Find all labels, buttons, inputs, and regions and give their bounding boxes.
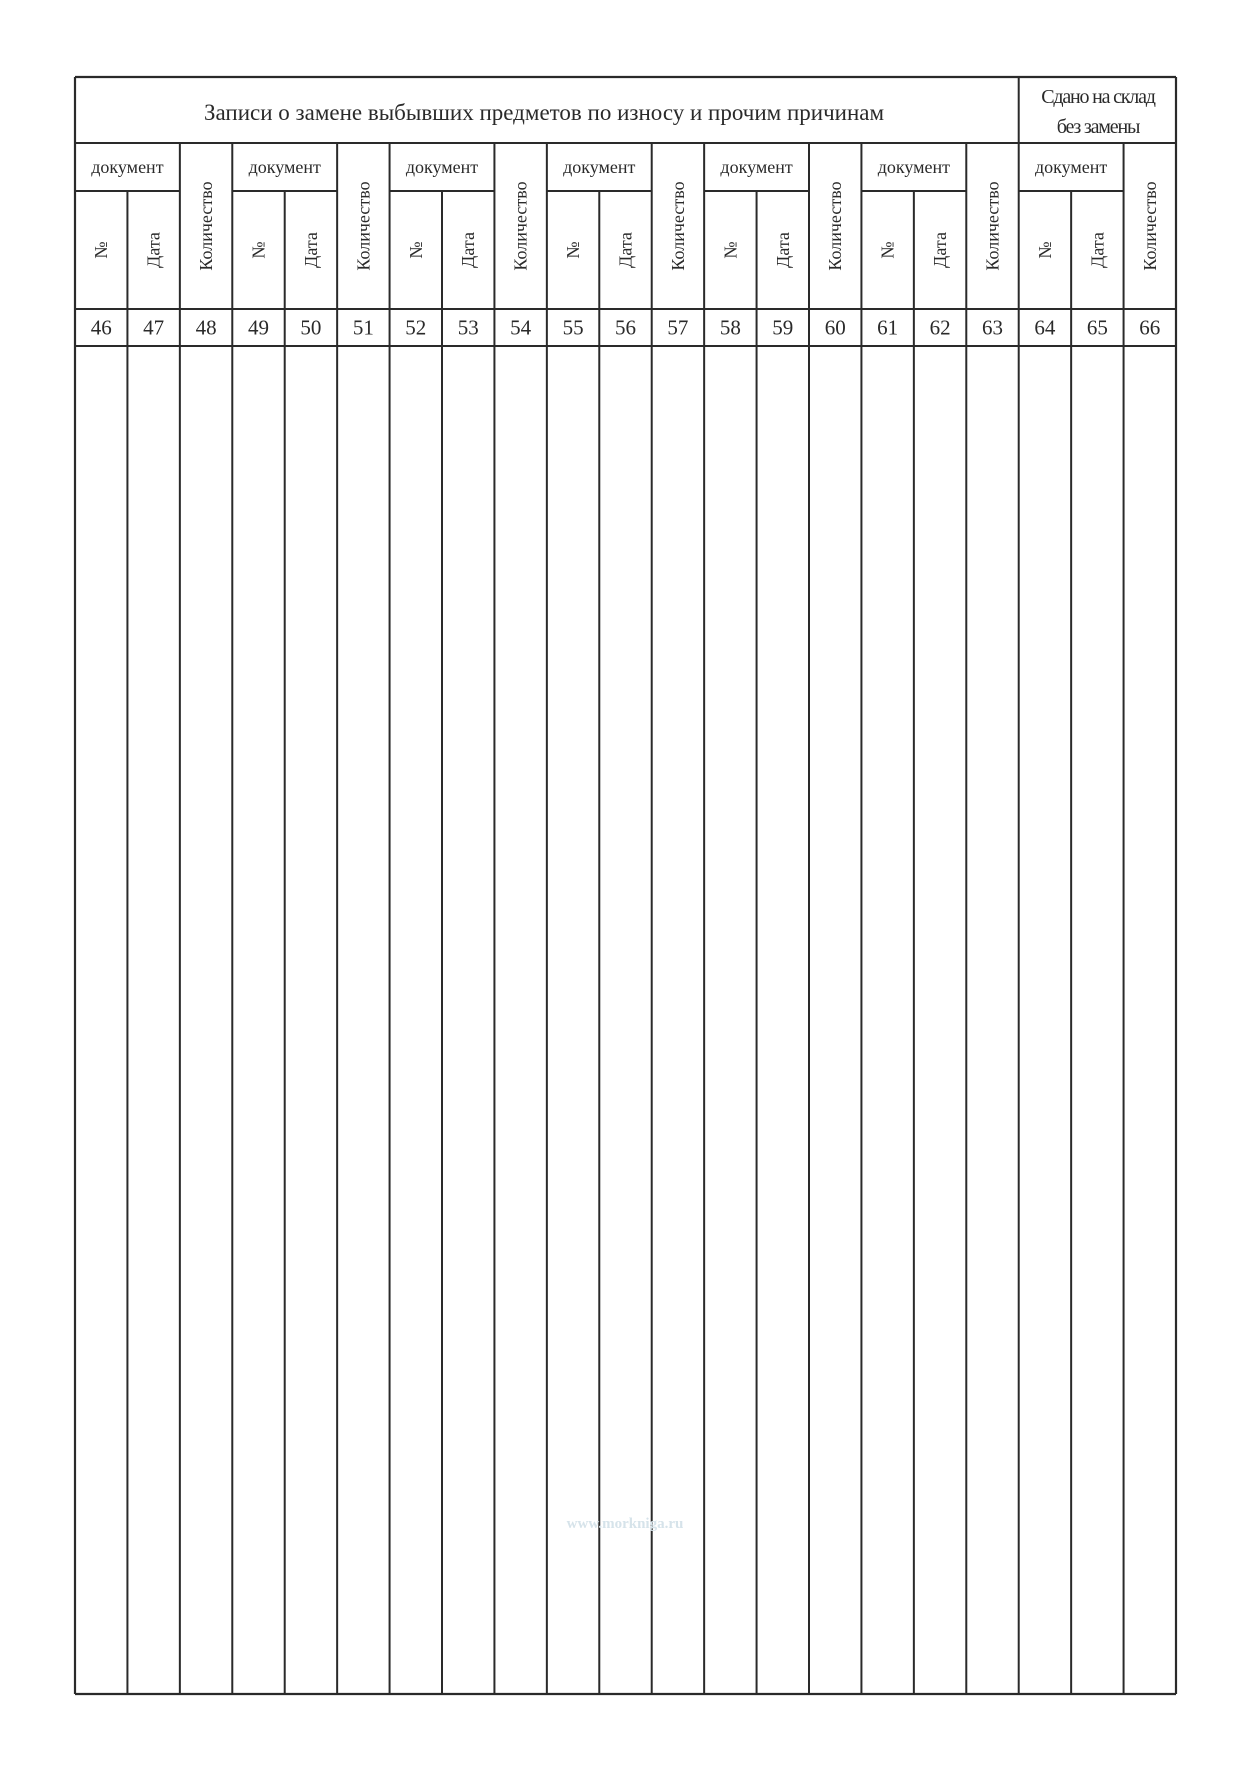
column-number: 59 bbox=[772, 315, 794, 340]
group-label-document: документ bbox=[405, 157, 479, 177]
side-title-line2: без замены bbox=[1056, 116, 1140, 138]
group-label-document: документ bbox=[877, 157, 951, 177]
column-number: 48 bbox=[195, 315, 217, 340]
column-number: 65 bbox=[1086, 315, 1108, 340]
column-header-number: № bbox=[248, 241, 269, 259]
group-label-document: документ bbox=[1034, 157, 1108, 177]
column-number: 55 bbox=[562, 315, 584, 340]
column-number: 58 bbox=[719, 315, 741, 340]
column-number: 54 bbox=[510, 315, 532, 340]
column-header-quantity: Количество bbox=[353, 181, 374, 271]
column-number: 56 bbox=[615, 315, 636, 340]
column-header-quantity: Количество bbox=[196, 181, 217, 271]
column-header-quantity: Количество bbox=[825, 181, 846, 271]
group-label-document: документ bbox=[563, 157, 636, 177]
column-number: 66 bbox=[1139, 315, 1161, 340]
column-header-number: № bbox=[720, 241, 741, 259]
column-header-quantity: Количество bbox=[667, 181, 688, 271]
column-number: 64 bbox=[1034, 315, 1056, 340]
column-header-number: № bbox=[877, 241, 898, 259]
table-labels bbox=[91, 86, 1161, 340]
column-number: 53 bbox=[457, 315, 479, 340]
column-number: 61 bbox=[877, 315, 899, 340]
column-number: 62 bbox=[929, 315, 951, 340]
group-label-document: документ bbox=[91, 157, 164, 177]
column-number: 60 bbox=[824, 315, 846, 340]
column-header-number: № bbox=[405, 241, 426, 259]
column-header-date: Дата bbox=[300, 232, 321, 268]
column-number: 52 bbox=[405, 315, 427, 340]
column-number: 50 bbox=[300, 315, 322, 340]
column-number: 63 bbox=[982, 315, 1003, 340]
column-header-date: Дата bbox=[772, 232, 793, 268]
column-number: 46 bbox=[90, 315, 112, 340]
column-header-date: Дата bbox=[615, 232, 636, 268]
column-number: 47 bbox=[143, 315, 165, 340]
column-number: 57 bbox=[667, 315, 689, 340]
column-header-date: Дата bbox=[1087, 232, 1108, 268]
column-header-quantity: Количество bbox=[982, 181, 1003, 271]
side-title-line1: Сдано на склад bbox=[1041, 86, 1155, 108]
column-number: 51 bbox=[352, 315, 374, 340]
column-header-date: Дата bbox=[143, 232, 164, 268]
column-header-quantity: Количество bbox=[1139, 181, 1160, 271]
column-number: 49 bbox=[248, 315, 269, 340]
column-header-quantity: Количество bbox=[510, 181, 531, 271]
column-header-date: Дата bbox=[930, 232, 951, 268]
column-header-date: Дата bbox=[458, 232, 479, 268]
group-label-document: документ bbox=[720, 157, 793, 177]
watermark-text: www.morkniga.ru bbox=[566, 1516, 684, 1532]
column-header-number: № bbox=[1034, 241, 1055, 259]
table-title: Записи о замене выбывших предметов по износу и прочим причинам bbox=[203, 100, 885, 125]
group-label-document: документ bbox=[248, 157, 321, 177]
column-header-number: № bbox=[91, 241, 112, 259]
column-header-number: № bbox=[563, 241, 584, 259]
